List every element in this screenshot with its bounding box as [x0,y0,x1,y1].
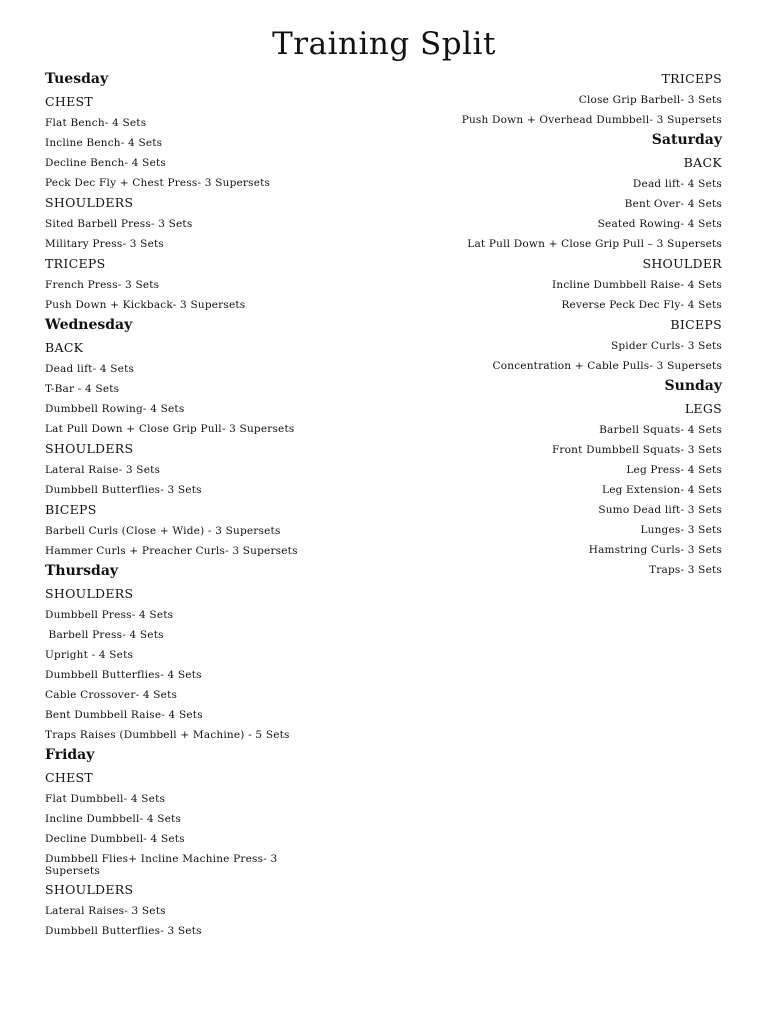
muscle-group-triceps: TRICEPS [661,71,722,86]
exercise-item: Sited Barbell Press- 3 Sets [45,218,193,230]
exercise-item: Lateral Raises- 3 Sets [45,905,166,917]
muscle-group-shoulders: SHOULDERS [45,195,134,210]
exercise-item: Upright - 4 Sets [45,649,134,661]
day-heading-thursday: Thursday [45,563,119,579]
exercise-item: French Press- 3 Sets [45,279,160,291]
exercise-item: Peck Dec Fly + Chest Press- 3 Supersets [45,177,271,189]
day-heading-sunday: Sunday [664,378,722,394]
exercise-item: Lunges- 3 Sets [640,524,722,536]
exercise-item: Dumbbell Flies+ Incline Machine Press- 3 Supersets [45,853,278,877]
exercise-item: Sumo Dead lift- 3 Sets [598,504,722,516]
exercise-item: Front Dumbbell Squats- 3 Sets [551,444,722,456]
left-column [45,66,385,938]
exercise-item: Close Grip Barbell- 3 Sets [578,94,722,106]
muscle-group-biceps: BICEPS [670,317,722,332]
muscle-group-shoulder: SHOULDER [642,256,722,271]
muscle-group-back: BACK [45,340,84,355]
day-heading-tuesday: Tuesday [45,71,109,87]
exercise-item: Concentration + Cable Pulls- 3 Supersets [492,360,722,372]
exercise-item: Lateral Raise- 3 Sets [45,464,161,476]
exercise-item: Lat Pull Down + Close Grip Pull – 3 Supersets [467,238,722,250]
exercise-item: Seated Rowing- 4 Sets [597,218,722,230]
page-title: Training Split [272,26,496,62]
exercise-item: Dead lift- 4 Sets [45,363,135,375]
exercise-item: Push Down + Kickback- 3 Supersets [45,299,246,311]
muscle-group-chest: CHEST [45,94,93,109]
exercise-item: Traps Raises (Dumbbell + Machine) - 5 Sets [45,729,290,741]
exercise-item: Dumbbell Rowing- 4 Sets [45,403,185,415]
right-column [382,66,722,577]
day-heading-wednesday: Wednesday [45,317,133,333]
exercise-item: Flat Dumbbell- 4 Sets [45,793,166,805]
muscle-group-triceps: TRICEPS [45,256,106,271]
exercise-item: Push Down + Overhead Dumbbell- 3 Supersets [461,114,722,126]
exercise-item: Decline Bench- 4 Sets [45,157,166,169]
exercise-item: Incline Dumbbell Raise- 4 Sets [552,279,722,291]
exercise-item: Leg Press- 4 Sets [626,464,722,476]
exercise-item: Dead lift- 4 Sets [632,178,722,190]
exercise-item: Dumbbell Butterflies- 3 Sets [45,925,202,937]
muscle-group-shoulders: SHOULDERS [45,586,134,601]
exercise-item: Cable Crossover- 4 Sets [45,689,178,701]
exercise-item: Barbell Squats- 4 Sets [599,424,722,436]
exercise-item: Dumbbell Butterflies- 4 Sets [45,669,202,681]
exercise-item: Hammer Curls + Preacher Curls- 3 Supersets [45,545,298,557]
exercise-item: Dumbbell Press- 4 Sets [45,609,174,621]
exercise-item: Lat Pull Down + Close Grip Pull- 3 Supersets [45,423,295,435]
muscle-group-chest: CHEST [45,770,93,785]
exercise-item: Incline Dumbbell- 4 Sets [45,813,182,825]
exercise-item: Military Press- 3 Sets [45,238,164,250]
muscle-group-shoulders: SHOULDERS [45,882,134,897]
muscle-group-biceps: BICEPS [45,502,97,517]
exercise-item: T-Bar - 4 Sets [45,383,120,395]
day-heading-friday: Friday [45,747,95,763]
exercise-item: Incline Bench- 4 Sets [45,137,163,149]
muscle-group-shoulders: SHOULDERS [45,441,134,456]
exercise-item: Bent Dumbbell Raise- 4 Sets [45,709,203,721]
exercise-item: Reverse Peck Dec Fly- 4 Sets [561,299,722,311]
exercise-item: Leg Extension- 4 Sets [602,484,722,496]
exercise-item: Spider Curls- 3 Sets [610,340,722,352]
exercise-item: Traps- 3 Sets [649,564,722,576]
day-heading-saturday: Saturday [651,132,722,148]
exercise-item: Dumbbell Butterflies- 3 Sets [45,484,202,496]
exercise-item: Flat Bench- 4 Sets [45,117,147,129]
exercise-item: Decline Dumbbell- 4 Sets [45,833,185,845]
muscle-group-back: BACK [683,155,722,170]
muscle-group-legs: LEGS [684,401,722,416]
exercise-item: Bent Over- 4 Sets [624,198,722,210]
exercise-item: Barbell Press- 4 Sets [45,629,164,641]
exercise-item: Barbell Curls (Close + Wide) - 3 Supersets [45,525,281,537]
exercise-item: Hamstring Curls- 3 Sets [588,544,722,556]
